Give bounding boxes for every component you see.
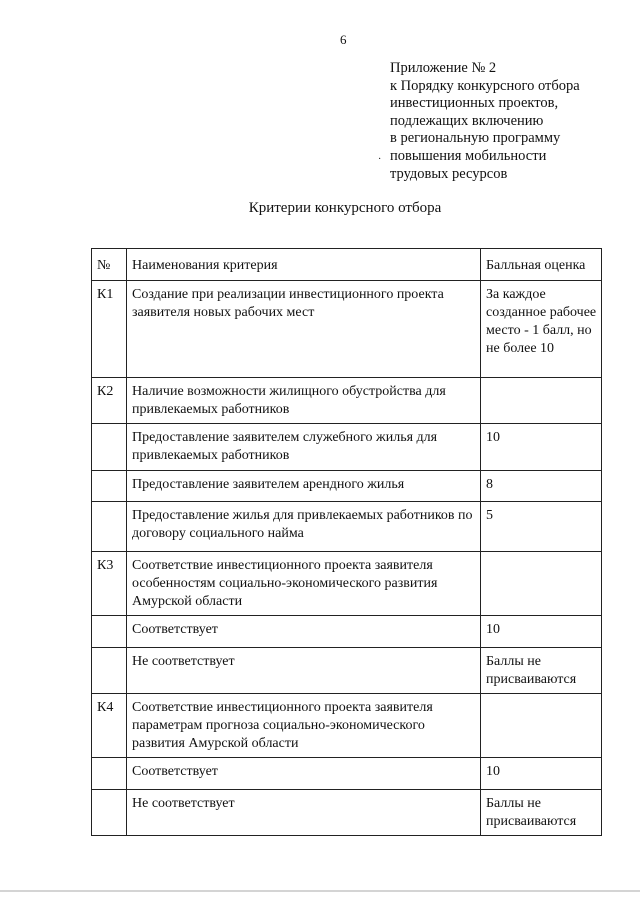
column-header-number: № xyxy=(92,249,127,281)
document-title: Критерии конкурсного отбора xyxy=(248,200,442,216)
criterion-name: Не соответствует xyxy=(127,648,481,694)
criterion-code xyxy=(92,648,127,694)
criterion-code xyxy=(92,424,127,471)
criterion-name: Наличие возможности жилищного обустройства для привлекаемых работников xyxy=(127,378,481,424)
criterion-score xyxy=(481,694,602,758)
criterion-code: К4 xyxy=(92,694,127,758)
table-row xyxy=(92,616,602,648)
criterion-score xyxy=(481,552,602,616)
criterion-name: Предоставление заявителем служебного жилья для привлекаемых работников xyxy=(127,424,481,471)
criterion-code xyxy=(92,502,127,552)
table-row xyxy=(92,281,602,378)
criterion-code xyxy=(92,758,127,790)
criterion-name: Соответствует xyxy=(127,616,481,648)
appendix-line: к Порядку конкурсного отбора xyxy=(390,77,580,94)
criterion-score: 5 xyxy=(481,502,602,552)
appendix-header xyxy=(390,60,580,183)
criterion-name: Предоставление жилья для привлекаемых работников по договору социального найма xyxy=(127,502,481,552)
criterion-name: Соответствует xyxy=(127,758,481,790)
criteria-table xyxy=(91,248,602,836)
criterion-code xyxy=(92,616,127,648)
criterion-score: 10 xyxy=(481,424,602,471)
table-row xyxy=(92,790,602,836)
criterion-score: За каждое созданное рабочее место - 1 балл, но не более 10 xyxy=(481,281,602,378)
table-row xyxy=(92,552,602,616)
appendix-line: трудовых ресурсов xyxy=(390,165,508,182)
criterion-score: 10 xyxy=(481,616,602,648)
criterion-code: К3 xyxy=(92,552,127,616)
criterion-score: Баллы не присваиваются xyxy=(481,790,602,836)
column-header-name: Наименования критерия xyxy=(127,249,481,281)
criterion-name: Соответствие инвестиционного проекта заявителя особенностям социально-экономического развития Амурской области xyxy=(127,552,481,616)
scan-dot: · xyxy=(378,154,382,165)
criterion-score xyxy=(481,378,602,424)
page-number: 6 xyxy=(340,32,347,47)
criterion-name: Соответствие инвестиционного проекта заявителя параметрам прогноза социально-экономического развития Амурской области xyxy=(127,694,481,758)
criterion-code xyxy=(92,471,127,502)
criterion-code: К1 xyxy=(92,281,127,378)
appendix-line: инвестиционных проектов, xyxy=(390,95,559,112)
appendix-line: подлежащих включению xyxy=(390,112,544,129)
scan-edge xyxy=(0,890,640,892)
criterion-code: К2 xyxy=(92,378,127,424)
criterion-score: Баллы не присваиваются xyxy=(481,648,602,694)
criterion-name: Не соответствует xyxy=(127,790,481,836)
table-row xyxy=(92,694,602,758)
criterion-code xyxy=(92,790,127,836)
appendix-line: Приложение № 2 xyxy=(390,60,497,76)
table-row xyxy=(92,758,602,790)
criterion-score: 8 xyxy=(481,471,602,502)
column-header-score: Балльная оценка xyxy=(481,249,602,281)
table-row xyxy=(92,424,602,471)
criterion-name: Предоставление заявителем арендного жилья xyxy=(127,471,481,502)
appendix-line: повышения мобильности xyxy=(390,147,547,164)
table-row xyxy=(92,378,602,424)
criterion-name: Создание при реализации инвестиционного проекта заявителя новых рабочих мест xyxy=(127,281,481,378)
table-row xyxy=(92,502,602,552)
table-row xyxy=(92,648,602,694)
table-row xyxy=(92,471,602,502)
table-header-row xyxy=(92,249,602,281)
criterion-score: 10 xyxy=(481,758,602,790)
appendix-line: в региональную программу xyxy=(390,130,561,147)
